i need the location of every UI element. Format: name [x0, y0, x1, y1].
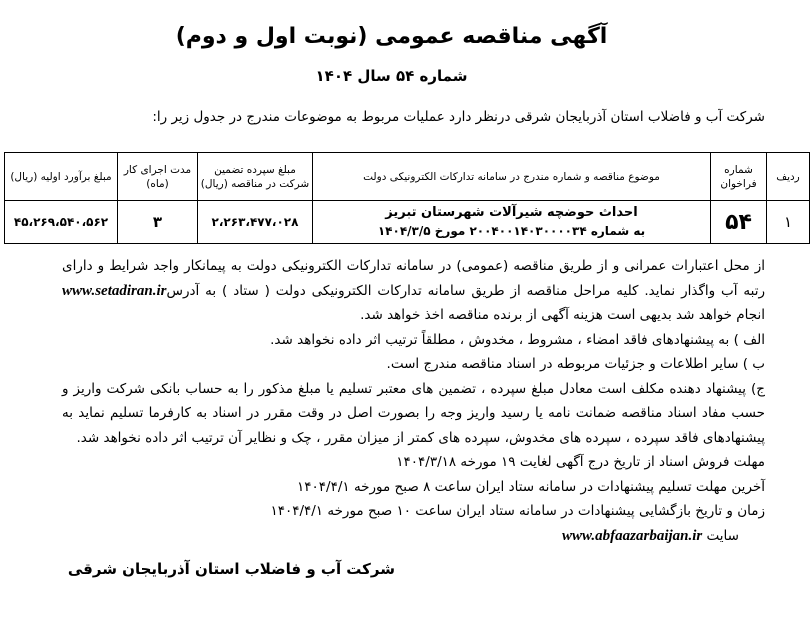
subject-title: احداث حوضچه شیرآلات شهرستان تبریز — [385, 205, 638, 220]
notice-title: آگهی مناقصه عمومی (نوبت اول و دوم) — [175, 24, 608, 49]
header-duration: مدت اجرای کار (ماه) — [118, 153, 198, 201]
sale-deadline: مهلت فروش اسناد از تاریخ درج آگهی لغایت ۱۹ مورخه ۱۴۰۴/۳/۱۸ — [396, 454, 765, 470]
paragraph-main-text-end: انجام خواهد شد بدیهی است هزینه آگهی از برنده مناقصه اخذ خواهد شد. — [360, 307, 765, 323]
site-line — [62, 524, 765, 549]
clause-a: الف ) به پیشنهادهای فاقد امضاء ، مشروط ، مخدوش ، مطلقاً ترتیب اثر داده نخواهد شد. — [270, 331, 765, 348]
paragraph-main — [62, 254, 765, 328]
subject-reference: به شماره ۲۰۰۴۰۰۱۴۰۳۰۰۰۰۳۴ مورخ ۱۴۰۴/۳/۵ — [377, 224, 646, 238]
site-label: سایت — [706, 527, 739, 544]
intro-text: شرکت آب و فاضلاب استان آذربایجان شرقی درنظر دارد عملیات مربوط به موضوعات مندرج در جدول زیر را: — [152, 109, 765, 125]
opening-time: زمان و تاریخ بازگشایی پیشنهادات در سامانه ستاد ایران ساعت ۱۰ صبح مورخه ۱۴۰۴/۴/۱ — [270, 503, 765, 519]
company-site-link[interactable]: www.abfaazarbaijan.ir — [561, 527, 703, 544]
cell-estimate: ۴۵،۲۶۹،۵۴۰،۵۶۲ — [5, 201, 118, 244]
header-deposit: مبلغ سپرده تضمین شرکت در مناقصه (ریال) — [198, 153, 313, 201]
paragraph-main-text-start: از محل اعتبارات عمرانی و از طریق مناقصه (عمومی) در سامانه تدارکات الکترونیکی دولت به پیمانکار واجد شرایط و دارای رتبه آب واگذار نماید. کلیه مراحل مناقصه از طریق سامانه تدارکات الکترونیکی دولت ( ستاد ) به آدرس — [62, 258, 765, 299]
clause-c: ج) پیشنهاد دهنده مکلف است معادل مبلغ سپرده ، تضمین های معتبر تسلیم یا مبلغ مذکور را به حساب بانکی شرکت واریز و حسب مفاد اسناد مناقصه ضمانت نامه یا رسید واریز وجه را بصورت اصل در وقت مقرر در اسناد به کارفرما تسلیم نماید به پیشنهادهای فاقد سپرده ، سپرده های مخدوش، سپرده های کمتر از میزان مقرر ، چک و نظایر آن ترتیب اثر داده نخواهد شد. — [62, 380, 765, 446]
setadiran-link[interactable]: www.setadiran.ir — [62, 282, 167, 299]
header-row-number: ردیف — [767, 153, 810, 201]
table-row — [5, 201, 810, 244]
clause-b: ب ) سایر اطلاعات و جزئیات مربوطه در اسناد مناقصه مندرج است. — [386, 356, 765, 372]
footer-company-name: شرکت آب و فاضلاب استان آذربایجان شرقی — [67, 560, 395, 578]
header-subject: موضوع مناقصه و شماره مندرج در سامانه تدارکات الکترونیکی دولت — [313, 153, 711, 201]
header-estimate: مبلغ برآورد اولیه (ریال) — [5, 153, 118, 201]
notice-body — [62, 254, 765, 582]
cell-row-number: ۱ — [767, 201, 810, 244]
table-header-row — [5, 153, 810, 201]
cell-duration: ۳ — [118, 201, 198, 244]
cell-call-number: ۵۴ — [711, 201, 767, 244]
cell-subject — [313, 201, 711, 244]
header-call-number: شماره فراخوان — [711, 153, 767, 201]
notice-number: شماره ۵۴ سال ۱۴۰۴ — [315, 67, 468, 85]
submission-deadline: آخرین مهلت تسلیم پیشنهادات در سامانه ستاد ایران ساعت ۸ صبح مورخه ۱۴۰۴/۴/۱ — [297, 478, 765, 495]
tender-table — [4, 152, 810, 244]
cell-deposit: ۲،۲۶۳،۴۷۷،۰۲۸ — [198, 201, 313, 244]
